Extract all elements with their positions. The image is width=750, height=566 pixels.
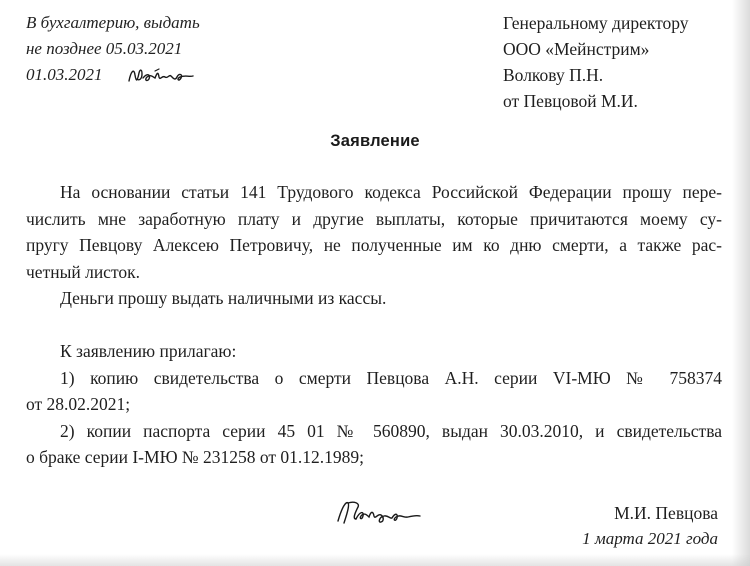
resolution-line-2: не позднее 05.03.2021	[26, 39, 183, 58]
attachment-item-2-cont: о браке серии I-МЮ № 231258 от 01.12.1989;	[26, 447, 365, 467]
attachment-item-1: 1) копию свидетельства о смерти Певцова А.Н. серии VI-МЮ № 758374	[60, 367, 722, 388]
applicant-signature-icon	[334, 497, 424, 529]
body-line: пругу Певцову Алексею Петровичу, не полученные им ко дню смерти, а также рас-	[26, 235, 722, 255]
addressee-name: Волкову П.Н.	[503, 65, 604, 85]
body-line: числить мне заработную плату и другие выплаты, которые причитаются моему су-	[26, 208, 722, 229]
body-line: четный листок.	[26, 261, 140, 282]
applicant-name: от Певцовой М.И.	[503, 91, 638, 111]
attachments-intro: К заявлению прилагаю:	[60, 341, 237, 361]
document-body	[26, 179, 722, 471]
addressee-company: ООО «Мейнстрим»	[503, 39, 650, 59]
resolution-block	[26, 10, 205, 88]
resolution-date: 01.03.2021	[26, 65, 103, 84]
addressee-block	[503, 10, 689, 114]
page-edge-shadow-bottom	[0, 554, 750, 566]
resolution-date-line	[26, 62, 205, 88]
signature-name: М.И. Певцова	[614, 503, 718, 523]
body-paragraph-cash: Деньги прошу выдать наличными из кассы.	[60, 288, 387, 308]
addressee-position: Генеральному директору	[503, 13, 689, 33]
document-title: Заявление	[330, 132, 420, 150]
signature-date: 1 марта 2021 года	[582, 529, 718, 548]
body-line: На основании статьи 141 Трудового кодекса Российской Федерации прошу пере-	[60, 182, 722, 202]
page-edge-shadow	[732, 0, 750, 566]
paragraph-gap	[26, 312, 722, 339]
attachment-item-2: 2) копии паспорта серии 45 01 № 560890, выдан 30.03.2010, и свидетельства	[60, 420, 722, 441]
director-signature-icon	[125, 65, 205, 87]
attachment-item-1-cont: от 28.02.2021;	[26, 394, 131, 414]
resolution-line-1: В бухгалтерию, выдать	[26, 13, 200, 32]
